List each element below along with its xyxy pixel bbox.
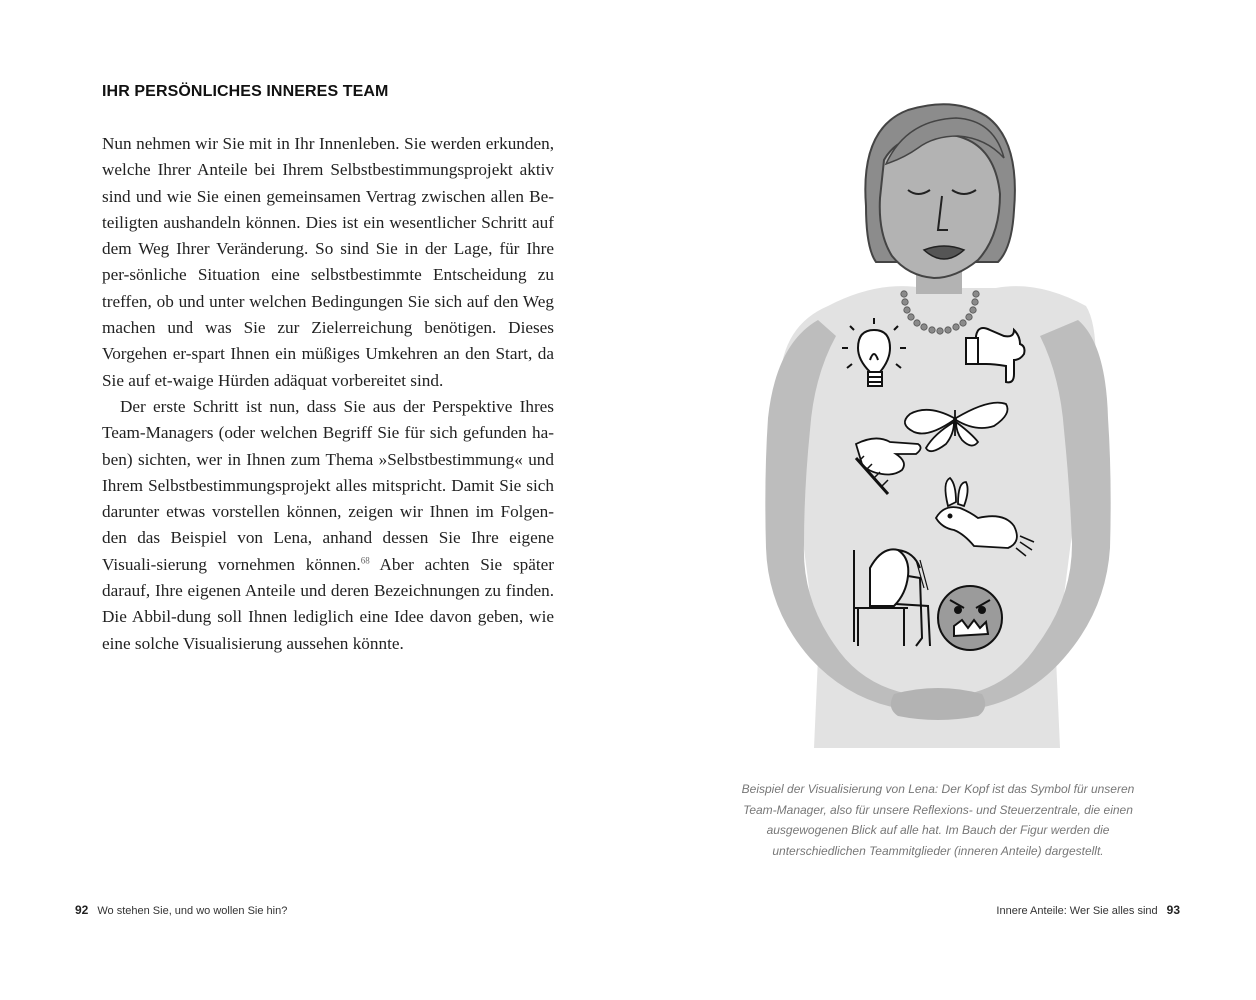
section-heading: IHR PERSÖNLICHES INNERES TEAM [102, 83, 389, 100]
page-number: 92 [75, 903, 89, 917]
paragraph-1 [102, 131, 554, 394]
paragraph-2 [102, 394, 554, 657]
text-line: sierung vornehmen können. [156, 554, 361, 574]
running-title: Wo stehen Sie, und wo wollen Sie hin? [97, 905, 288, 917]
left-page-footer [75, 901, 287, 919]
text-line: sind und wie Sie einen gemeinsamen Vertrag zwischen allen Be- [102, 186, 554, 206]
text-line: Visualisierung aussehen könnte. [182, 633, 404, 653]
text-line: Nun nehmen wir Sie mit in Ihr Innenleben. Sie werden erkunden, [102, 134, 554, 153]
text-line: spart Ihnen ein müßiges Umkehren an den Start, da Sie auf et- [102, 344, 554, 390]
caption-line: Team-Manager, also für unsere Reflexions- und Steuerzentrale, die einen [743, 802, 1133, 817]
footnote-reference[interactable]: 68 [360, 555, 370, 566]
text-line: teiligten aushandeln können. Dies ist ein wesentlicher Schritt auf [102, 212, 554, 232]
caption-line: unterschiedlichen Teammitglieder (inneren Anteile) dargestellt. [772, 843, 1104, 858]
caption-line: Beispiel der Visualisierung von Lena: Der Kopf ist das Symbol für unseren [741, 782, 1135, 796]
page-number: 93 [1166, 903, 1180, 917]
caption-line: ausgewogenen Blick auf alle hat. Im Bauch der Figur werden die [766, 823, 1110, 837]
text-line: waige Hürden adäquat vorbereitet sind. [172, 370, 444, 390]
text-line: den das Beispiel von Lena, anhand dessen Sie Ihre eigene Visuali- [102, 528, 554, 574]
text-line: dung soll Ihnen lediglich eine Idee davon geben, wie eine solche [102, 607, 554, 653]
text-line: dem Weg Ihrer Veränderung. So sind Sie in der Lage, für Ihre per- [102, 239, 554, 285]
body-text [102, 131, 554, 657]
text-line: Aber achten Sie später darauf, Ihre [102, 554, 554, 601]
angry-face-icon [938, 586, 1002, 650]
text-line: welche Ihrer Anteile bei Ihrem Selbstbestimmungsprojekt aktiv [102, 160, 554, 180]
text-line: eigenen Anteile und deren Bezeichnungen zu finden. Die Abbil- [102, 581, 555, 627]
text-line: ob und unter welchen Bedingungen Sie sich auf den Weg machen [102, 291, 555, 338]
right-page [628, 0, 1256, 1000]
text-line: und was Sie zur Zielerreichung benötigen. Dieses Vorgehen er- [102, 318, 555, 364]
text-line: darunter etwas vorstellen können, zeigen wir Ihnen im Folgen- [102, 502, 554, 522]
right-page-footer [996, 901, 1180, 919]
text-line: Team-Managers (oder welchen Begriff Sie für sich gefunden ha- [102, 423, 554, 443]
text-line: sönliche Situation eine selbstbestimmte Entscheidung zu treffen, [102, 265, 554, 311]
hands [891, 688, 985, 720]
lena-illustration [758, 98, 1118, 753]
figure-caption [708, 779, 1168, 861]
text-line: ben) sichten, wer in Ihnen zum Thema »Selbstbestimmung« und [102, 449, 554, 469]
running-title: Innere Anteile: Wer Sie alles sind [996, 905, 1158, 917]
text-line: Der erste Schritt ist nun, dass Sie aus der Perspektive Ihres [120, 396, 554, 416]
text-line: Ihrem Selbstbestimmungsprojekt alles mitspricht. Damit Sie sich [102, 475, 554, 495]
